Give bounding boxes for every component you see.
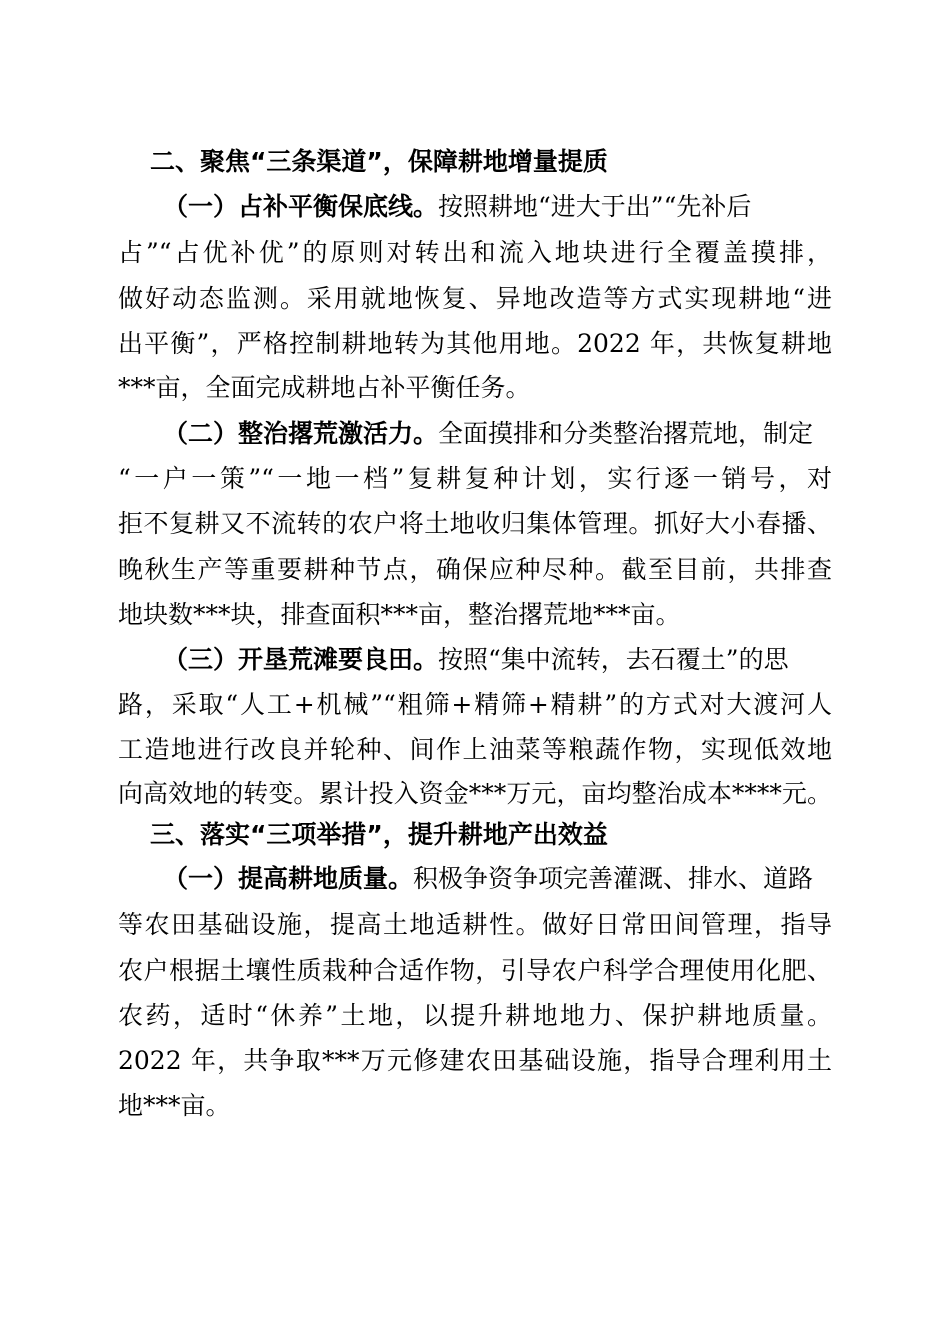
paragraph-line: “一户一策”“一地一档”复耕复种计划，实行逐一销号，对 [118,464,832,493]
paragraph-line: 路，采取“人工+机械”“粗筛+精筛+精耕”的方式对大渡河人 [118,690,832,719]
paragraph-line: 晚秋生产等重要耕种节点，确保应种尽种。截至目前，共排查 [118,555,832,584]
section-heading-3: 三、落实“三项举措”，提升耕地产出效益 [150,820,608,849]
paragraph-line [163,857,832,901]
section-heading-2: 二、聚焦“三条渠道”，保障耕地增量提质 [150,147,608,176]
paragraph-line [163,412,832,456]
paragraph-line: 地***亩。 [118,1091,231,1120]
paragraph-lead: （二）整治撂荒激活力。 [163,419,439,448]
paragraph-line [163,638,832,682]
paragraph-text: 按照耕地“进大于出”“先补后 [438,192,752,221]
paragraph-text: 按照“集中流转，去石覆土”的思 [438,645,789,674]
paragraph-line: 工造地进行改良并轮种、间作上油菜等粮蔬作物，实现低效地 [118,735,832,764]
paragraph-line: 做好动态监测。采用就地恢复、异地改造等方式实现耕地“进 [118,284,832,313]
paragraph-line: 等农田基础设施，提高土地适耕性。做好日常田间管理，指导 [118,910,832,939]
paragraph-line: 拒不复耕又不流转的农户将土地收归集体管理。抓好大小春播、 [118,509,832,538]
paragraph-lead: （三）开垦荒滩要良田。 [163,645,439,674]
paragraph-line [163,185,832,229]
paragraph-lead: （一）占补平衡保底线。 [163,192,439,221]
paragraph-line: 占”“占优补优”的原则对转出和流入地块进行全覆盖摸排， [118,238,832,267]
paragraph-line: 农药，适时“休养”土地，以提升耕地地力、保护耕地质量。 [118,1001,832,1030]
paragraph-text: 全面摸排和分类整治撂荒地，制定 [438,419,814,448]
paragraph-lead: （一）提高耕地质量。 [163,864,414,893]
paragraph-text: 积极争资争项完善灌溉、排水、道路 [413,864,814,893]
paragraph-line: 向高效地的转变。累计投入资金***万元，亩均整治成本****元。 [118,779,832,808]
paragraph-line: 农户根据土壤性质栽种合适作物，引导农户科学合理使用化肥、 [118,956,832,985]
paragraph-line: 出平衡”，严格控制耕地转为其他用地。2022 年，共恢复耕地 [118,329,832,358]
paragraph-line: 2022 年，共争取***万元修建农田基础设施，指导合理利用土 [118,1046,832,1075]
paragraph-line: ***亩，全面完成耕地占补平衡任务。 [118,373,531,402]
paragraph-line: 地块数***块，排查面积***亩，整治撂荒地***亩。 [118,600,681,629]
